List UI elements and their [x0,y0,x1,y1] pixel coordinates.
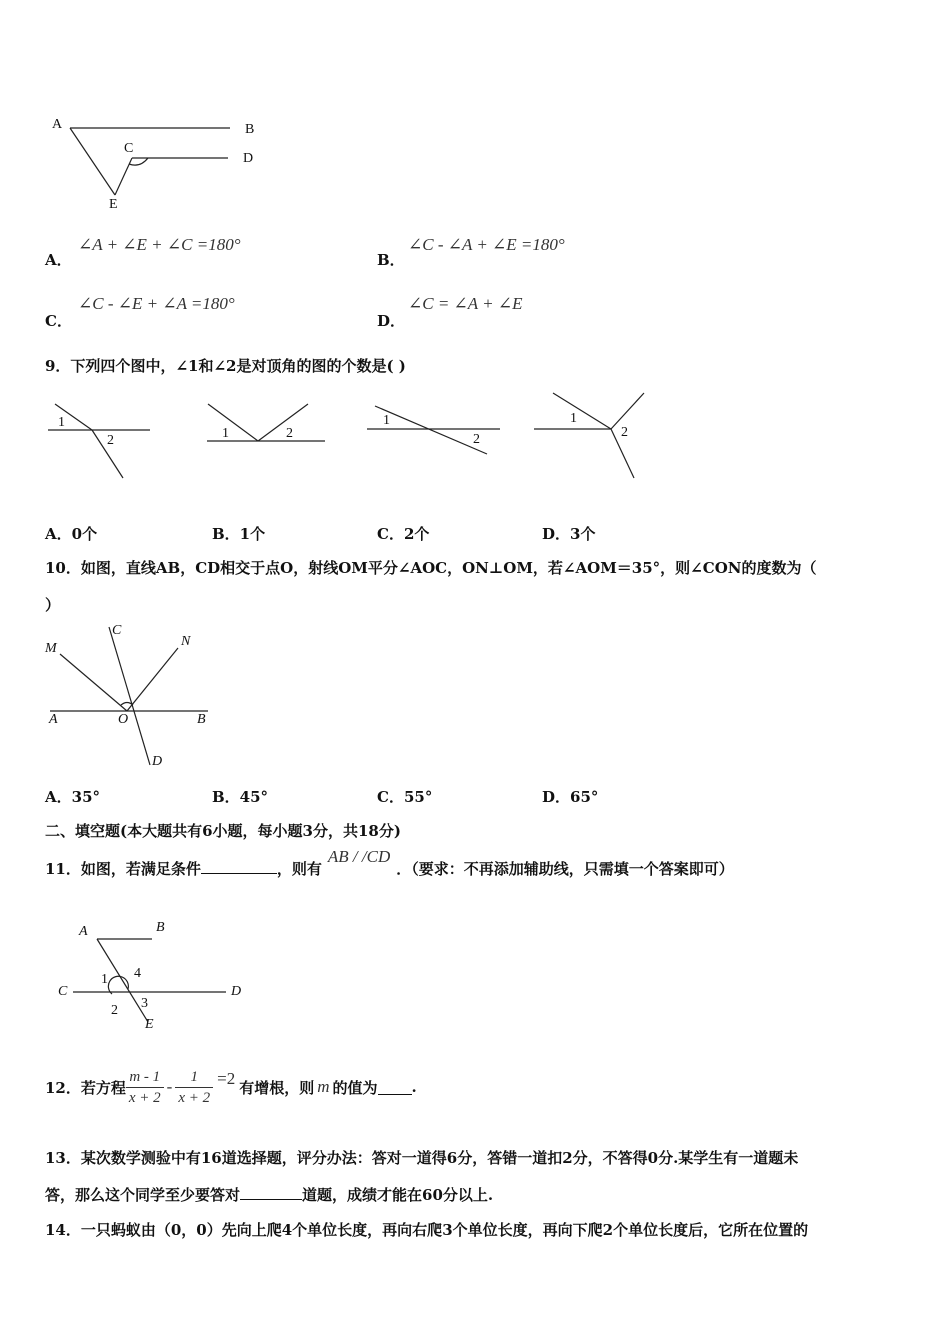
q10-stem-line1: 10．如图，直线AB，CD相交于点O，射线OM平分∠AOC，ON⊥OM，若∠AOM＝35°，则∠CON的度数为（ [45,559,817,577]
q9-fig4-label-1: 1 [570,411,577,426]
q8-label-a: A [52,117,63,132]
q10-label-c: C [112,623,122,638]
q12-frac1-numerator: m - 1 [126,1067,164,1088]
q8-option-b-letter: B． [377,251,405,269]
q9-option-a: A．0个 [45,525,98,543]
q8-option-c-expr: ∠C - ∠E + ∠A =180° [78,294,235,313]
q13-line2 [45,1184,493,1205]
q8-option-b-expr: ∠C - ∠A + ∠E =180° [408,235,565,254]
q11-label-d: D [231,984,242,999]
q11-label-a: A [79,924,88,939]
q12-answer-blank[interactable] [378,1080,412,1095]
q12-var: m [317,1077,330,1096]
q9-option-c: C．2个 [377,525,430,543]
q10-label-o: O [118,712,129,727]
q11-label-2: 2 [111,1003,118,1018]
q10-label-b: B [197,712,206,727]
q10-option-b: B．45° [212,788,269,806]
q12-fraction-1 [126,1067,164,1108]
q12-fraction-2 [175,1067,213,1108]
q10-stem-line2: ） [45,596,61,614]
q12-minus: - [166,1077,173,1096]
q13-answer-blank[interactable] [240,1185,302,1200]
q11-middle: ，则有 [276,860,322,878]
q12-suffix: 的值为 [332,1078,378,1097]
q10-label-n: N [181,634,191,649]
q9-option-d: D．3个 [542,525,596,543]
q8-label-b: B [245,122,255,137]
q11-prefix: 11．如图，若满足条件 [45,860,201,878]
q9-fig3-label-2: 2 [473,432,480,447]
q10-label-a: A [49,712,58,727]
q9-fig1-label-1: 1 [58,415,65,430]
q12-end: . [411,1078,417,1096]
q10-label-m: M [45,641,57,656]
q14-line1: 14．一只蚂蚁由（0，0）先向上爬4个单位长度，再向右爬3个单位长度，再向下爬2个单位长度后，它所在位置的 [45,1221,809,1239]
q8-label-c: C [124,141,134,156]
q12-frac2-numerator: 1 [175,1067,213,1088]
q9-fig1-label-2: 2 [107,433,114,448]
q9-fig4-label-2: 2 [621,425,628,440]
q12-stem [45,1063,417,1111]
q11-label-1: 1 [101,972,108,987]
q13-line1: 13．某次数学测验中有16道选择题，评分办法：答对一道得6分，答错一道扣2分，不答得0分.某学生有一道题未 [45,1149,799,1167]
q8-option-d-expr: ∠C = ∠A + ∠E [408,294,523,313]
q9-fig2-label-1: 1 [222,426,229,441]
q10-label-d: D [152,754,163,769]
q11-label-c: C [58,984,68,999]
q9-fig3-label-1: 1 [383,413,390,428]
q12-frac2-denominator: x + 2 [178,1089,211,1106]
q12-frac1-denominator: x + 2 [128,1089,161,1106]
q10-option-a: A．35° [45,788,101,806]
q8-label-d: D [243,151,254,166]
q11-expr: AB / /CD [327,847,391,866]
q11-suffix: ．（要求：不再添加辅助线，只需填一个答案即可） [396,860,734,878]
q8-option-c-letter: C． [45,312,72,330]
q9-fig2-label-2: 2 [286,426,293,441]
q8-option-a-expr: ∠A + ∠E + ∠C =180° [78,235,241,254]
q12-equals: =2 [217,1069,236,1088]
q8-option-a-letter: A． [45,251,72,269]
q11-label-e: E [145,1017,154,1032]
q8-option-d-letter: D． [377,312,406,330]
q11-label-4: 4 [134,966,141,981]
q13-line2-suffix: 道题，成绩才能在60分以上. [302,1186,494,1204]
q10-option-c: C．55° [377,788,433,806]
q12-mid: 有增根，则 [239,1078,315,1097]
q11-label-3: 3 [141,996,148,1011]
q8-label-e: E [109,197,118,212]
q13-line2-prefix: 答，那么这个同学至少要答对 [45,1186,241,1204]
q12-prefix: 12．若方程 [45,1078,126,1097]
q11-label-b: B [156,920,165,935]
q10-option-d: D．65° [542,788,599,806]
section-heading: 二、填空题(本大题共有6小题，每小题3分，共18分) [45,822,401,840]
q9-stem: 9．下列四个图中，∠1和∠2是对顶角的图的个数是( ) [45,357,406,375]
q9-option-b: B．1个 [212,525,266,543]
